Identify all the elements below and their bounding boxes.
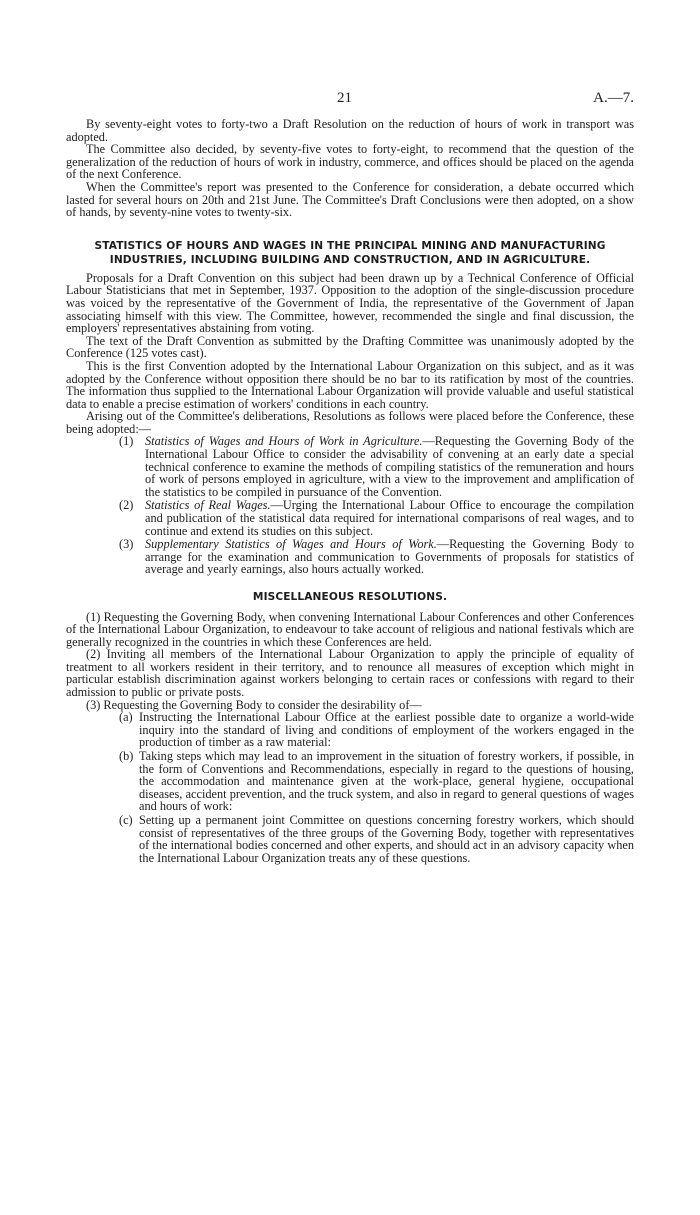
heading-line: INDUSTRIES, INCLUDING BUILDING AND CONSTRUCTION, AND IN AGRICULTURE. <box>109 254 591 267</box>
paragraph: The text of the Draft Convention as submitted by the Drafting Committee was unanimously adopted by the Conference (125 votes cast). <box>66 333 634 361</box>
heading-line: STATISTICS OF HOURS AND WAGES IN THE PRINCIPAL MINING AND MANUFACTURING <box>94 239 606 252</box>
resolution-title: Supplementary Statistics of Wages and Hours of Work. <box>145 537 437 552</box>
resolution-text: —Requesting the Governing Body to arrange for the examination and communication to Governments of proposals for statistics of average and yearly earnings, also hours actually worked. <box>145 537 634 577</box>
sub-item-letter: (a) <box>119 710 133 725</box>
document-page <box>66 92 634 864</box>
paragraph: (2) Inviting all members of the International Labour Organization to apply the principle of equality of treatment to all workers resident in their territory, and to renounce all measures of exception which might in particular establish discrimination against workers belonging to certain races or confessions with regard to their admission to public or private posts. <box>66 647 634 700</box>
paragraph: The Committee also decided, by seventy-five votes to forty-eight, to recommend that the question of the generalization of the reduction of hours of work in industry, commerce, and offices should be placed on the agenda of the next Conference. <box>66 142 634 182</box>
resolution-item <box>66 435 634 498</box>
sub-item-text: Setting up a permanent joint Committee on questions concerning forestry workers, which should consist of representatives of the three groups of the Governing Body, together with representatives of the international bodies concerned and other experts, and should act in an advisory capacity when the International Labour Organization treats any of these questions. <box>139 813 634 865</box>
statistics-section <box>66 272 634 576</box>
page-number: 21 <box>337 90 352 106</box>
paragraph: This is the first Convention adopted by the International Labour Organization on this subject, and as it was adopted by the Conference without opposition there should be no bar to its ratification by most of the countries. The information thus supplied to the International Labour Organization will provide valuable and useful statistical data to enable a precise estimation of workers' conditions in each country. <box>66 358 634 411</box>
sub-item <box>66 814 634 864</box>
paragraph: (1) Requesting the Governing Body, when convening International Labour Conferences and other Conferences of the International Labour Organization, to endeavour to take account of religious and national festivals which are generally recognized in the countries in which these Conferences are held. <box>66 609 634 649</box>
resolution-item <box>66 499 634 537</box>
resolution-number: (2) <box>119 498 134 513</box>
sub-item-letter: (c) <box>119 813 133 827</box>
resolution-number: (3) <box>119 537 134 552</box>
sub-item <box>66 711 634 749</box>
paragraph: Arising out of the Committee's deliberations, Resolutions as follows were placed before the Conference, these being adopted:— <box>66 409 634 436</box>
page-header <box>66 92 634 114</box>
resolution-item <box>66 538 634 576</box>
resolution-title: Statistics of Real Wages. <box>145 498 271 513</box>
miscellaneous-heading: MISCELLANEOUS RESOLUTIONS. <box>252 591 448 603</box>
sub-item-letter: (b) <box>119 749 134 764</box>
sub-item-text: Taking steps which may lead to an improvement in the situation of forestry workers, if possible, in the form of Conventions and Recommendations, especially in regard to the questions of housing, the accommodation and maintenance given at the work-place, general hygiene, occupational diseases, accident prevention, and the truck system, and also in regard to general questions of wages and hours of work: <box>139 749 634 814</box>
intro-section <box>66 118 634 219</box>
sub-item <box>66 750 634 813</box>
miscellaneous-section <box>66 611 634 865</box>
sub-item-text: Instructing the International Labour Office at the earliest possible date to organize a world-wide inquiry into the standard of living and conditions of employment of the workers engaged in the production of timber as a raw material: <box>139 710 634 750</box>
paragraph: When the Committee's report was presented to the Conference for consideration, a debate occurred which lasted for several hours on 20th and 21st June. The Committee's Draft Conclusions were then adopted, on a show of hands, by seventy-nine votes to twenty-six. <box>66 179 634 220</box>
document-code: A.—7. <box>593 90 634 106</box>
resolution-text: —Requesting the Governing Body of the International Labour Office to consider the advisability of convening at an early date a special technical conference to examine the methods of compiling statistics of the remuneration and hours of work of persons employed in agriculture, with a view to the improvement and amplification of the statistics to be compiled in pursuance of the Convention. <box>145 434 634 499</box>
resolution-text: —Urging the International Labour Office to encourage the compilation and publication of the statistical data required for international comparisons of real wages, and to continue and extend its studies on this subject. <box>145 498 634 538</box>
paragraph: (3) Requesting the Governing Body to consider the desirability of— <box>86 697 422 712</box>
paragraph: By seventy-eight votes to forty-two a Draft Resolution on the reduction of hours of work in transport was adopted. <box>66 117 634 144</box>
statistics-heading <box>66 239 634 268</box>
paragraph: Proposals for a Draft Convention on this subject had been drawn up by a Technical Conference of Official Labour Statisticians that met in September, 1937. Opposition to the adoption of the single-discussion procedure was voiced by the representative of the Government of India, the representative of the Government of Japan associating himself with this view. The Committee, however, recommended the single and final discussion, the employers' representatives abstaining from voting. <box>66 270 634 336</box>
resolution-title: Statistics of Wages and Hours of Work in Agriculture. <box>145 434 423 449</box>
resolution-number: (1) <box>119 434 134 449</box>
